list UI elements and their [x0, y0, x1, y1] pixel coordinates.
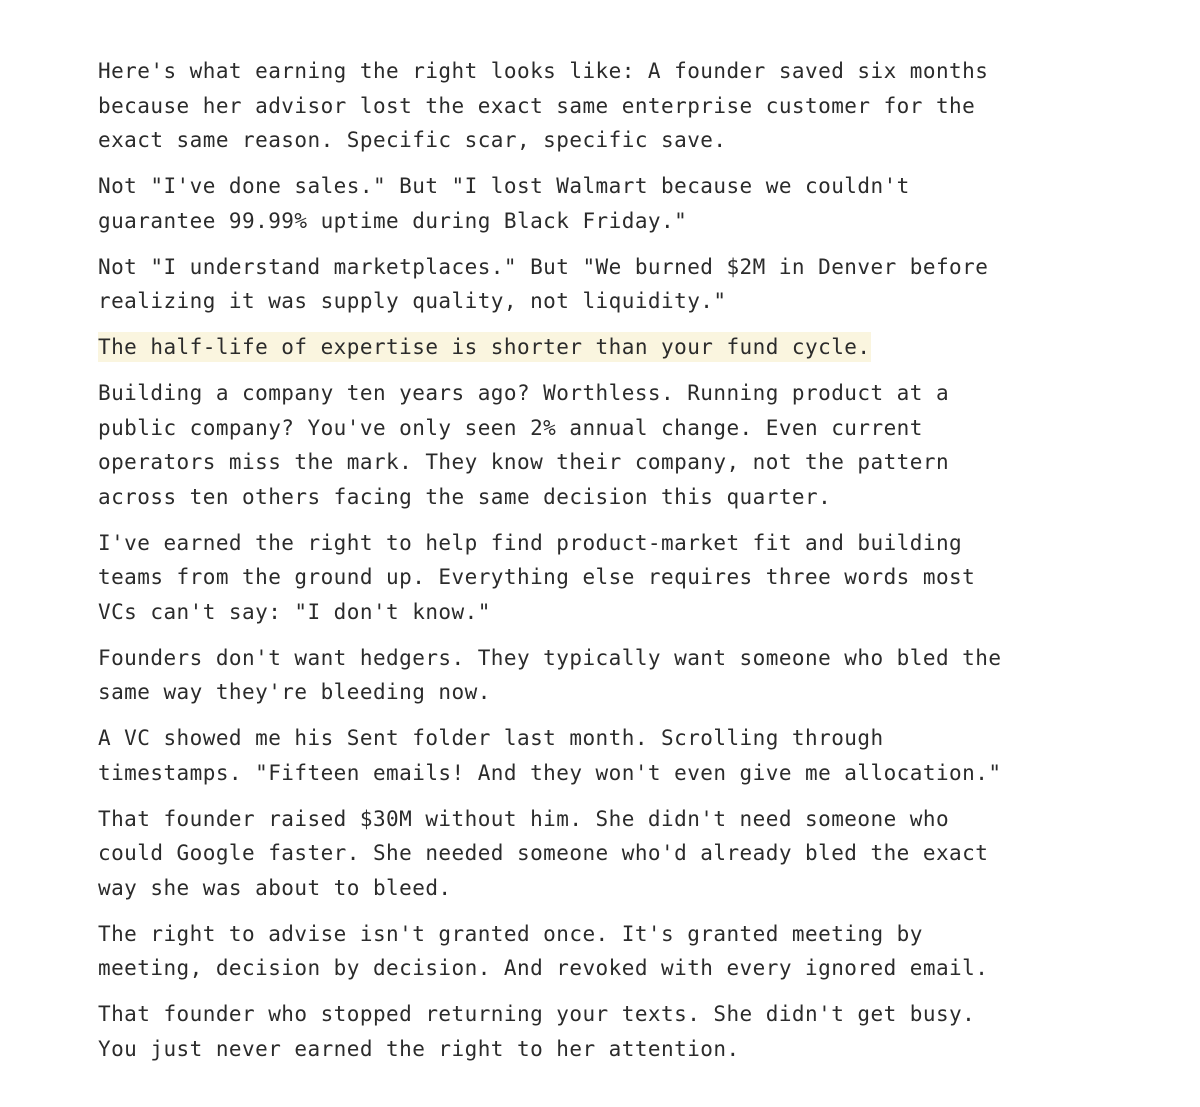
- paragraph-earned-right: I've earned the right to help find product-market fit and building teams from the ground up. Everything else requires three words most VCs can't say: "I don't know.": [98, 530, 976, 624]
- paragraph-denver: Not "I understand marketplaces." But "We burned $2M in Denver before realizing it was supply quality, not liquidity.": [98, 254, 989, 313]
- paragraph-walmart: Not "I've done sales." But "I lost Walmart because we couldn't guarantee 99.99% uptime during Black Friday.": [98, 174, 910, 233]
- highlighted-quote: The half-life of expertise is shorter than your fund cycle.: [98, 332, 871, 362]
- paragraph-right-to-advise: The right to advise isn't granted once. It's granted meeting by meeting, decision by decision. And revoked with every ignored email.: [98, 921, 989, 980]
- paragraph-earning-right: Here's what earning the right looks like: A founder saved six months because her advisor lost the exact same enterprise customer for the exact same reason. Specific scar, specific save.: [98, 59, 989, 152]
- highlighted-paragraph: [98, 330, 1108, 365]
- paragraph-closing: That founder who stopped returning your texts. She didn't get busy. You just never earned the right to her attention.: [98, 1002, 976, 1061]
- paragraph-raised: That founder raised $30M without him. She didn't need someone who could Google faster. She needed someone who'd already bled the exact way she was about to bleed.: [98, 806, 989, 900]
- article-body: [98, 54, 1108, 1078]
- paragraph-sent-folder: A VC showed me his Sent folder last month. Scrolling through timestamps. "Fifteen emails! And they won't even give me allocation.": [98, 726, 1002, 785]
- paragraph-worthless: Building a company ten years ago? Worthless. Running product at a public company? You've only seen 2% annual change. Even current operators miss the mark. They know their company, not the pattern across ten others facing the same decision this quarter.: [98, 381, 950, 509]
- paragraph-hedgers: Founders don't want hedgers. They typically want someone who bled the same way they're bleeding now.: [98, 645, 1002, 704]
